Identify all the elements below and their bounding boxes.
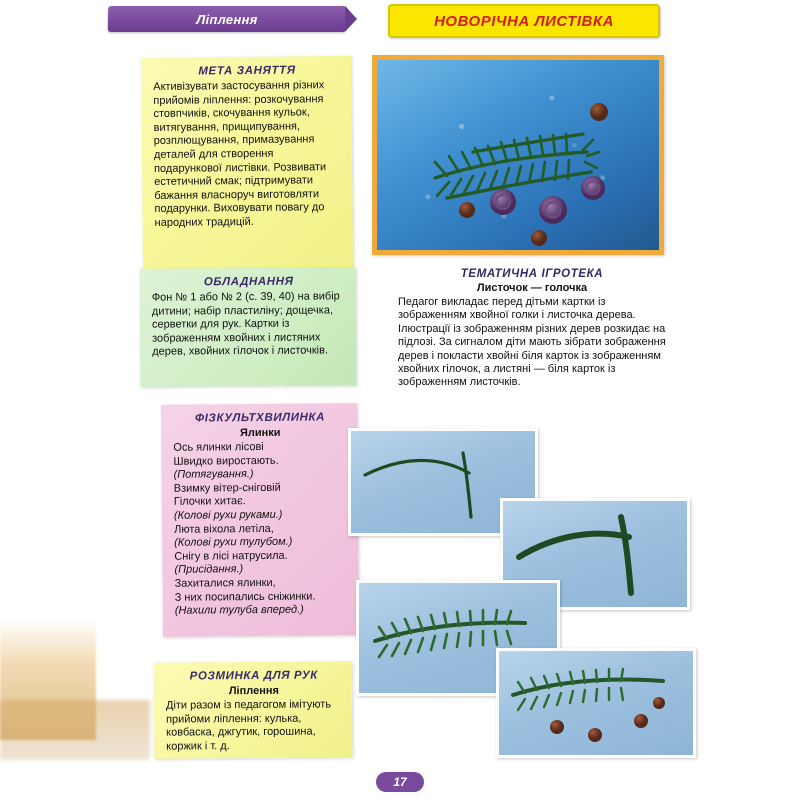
- page-number-label: 17: [393, 775, 407, 789]
- card-hand-warmup: [154, 661, 353, 758]
- berry-icon: [588, 728, 602, 742]
- card-thematic-game-text: Педагог викладає перед дітьми картки із зображенням хвойної голки і листочка дерева. Ілюстрації із зображенням різних дерев розкидає на підлозі. За сигналом діти мають зібрати зображення дерев і покласти хвойні біля карток із зображенням хвойних гілочок, а листяні — біля карток із зображенням листочків.: [398, 296, 666, 389]
- berry-icon: [634, 714, 648, 728]
- poem-line: Взимку вітер-сніговій: [173, 481, 281, 495]
- section-banner-left-label: Ліплення: [196, 11, 258, 27]
- card-equipment-title: ОБЛАДНАННЯ: [203, 275, 294, 289]
- page-number: [376, 772, 424, 792]
- main-photo-fir-branch-postcard: [372, 55, 664, 255]
- berry-icon: [550, 720, 564, 734]
- step-photo-4-background: [499, 651, 693, 755]
- card-lesson-goal-title: МЕТА ЗАНЯТТЯ: [198, 64, 296, 78]
- card-hand-warmup-text: Діти разом із педагогом імітують прийоми ліплення: кулька, ковбаска, джгутик, горошина, коржик і т. д.: [165, 698, 332, 753]
- lesson-title-label: НОВОРІЧНА ЛИСТІВКА: [434, 12, 614, 30]
- card-thematic-game-title: ТЕМАТИЧНА ІГРОТЕКА: [460, 268, 604, 280]
- fir-branch-illustration: [377, 60, 659, 250]
- card-physical-break: [161, 403, 359, 637]
- poem-line: Захиталися ялинки,: [174, 576, 276, 590]
- poem-line: Снігу в лісі натрусила.: [174, 549, 288, 563]
- poem-line: (Потягування.): [173, 468, 254, 481]
- lesson-title-banner: [388, 4, 660, 38]
- poem-line: Ось ялинки лісові: [173, 440, 264, 454]
- card-thematic-game: [398, 268, 666, 420]
- section-banner-left: [108, 6, 346, 32]
- poem-line: Люта віхола летіла,: [174, 522, 274, 536]
- card-hand-warmup-title: РОЗМИНКА ДЛЯ РУК: [189, 669, 318, 683]
- page-left-margin: [0, 0, 96, 800]
- card-lesson-goal-text: Активізувати застосування різних прийомів ліплення: розкочування стовпчиків, скочування кульок, витягування, прищипування, розплющування, примазування деталей для створення подарункової листівки. Розвивати естетичний смак; підтримувати бажання власноруч виготовляти подарунки. Виховувати повагу до народних традицій.: [153, 79, 327, 229]
- card-physical-break-title: ФІЗКУЛЬТХВИЛИНКА: [195, 411, 326, 425]
- poem-line: Гілочки хитає.: [173, 495, 246, 509]
- poem-line: Швидко виростають.: [173, 454, 279, 468]
- step-photo-4: [496, 648, 696, 758]
- card-lesson-goal: [141, 56, 353, 270]
- card-equipment: [140, 267, 357, 387]
- decorative-gradient-2: [0, 700, 150, 760]
- poem-line: (Нахили тулуба вперед.): [174, 603, 304, 617]
- card-equipment-text: Фон № 1 або № 2 (с. 39, 40) на вибір дитини; набір пластиліну; дощечка, серветки для рук. Картки із зображенням хвойних і листяних дерев, хвойних гілочок і листочків.: [151, 290, 340, 359]
- poem-line: (Колові рухи руками.): [173, 508, 283, 522]
- poem-line: (Колові рухи тулубом.): [174, 535, 293, 549]
- main-photo-background: [377, 60, 659, 250]
- card-hand-warmup-subtitle: Ліплення: [228, 684, 279, 698]
- card-thematic-game-subtitle: Листочок — голочка: [476, 282, 588, 294]
- card-physical-break-subtitle: Ялинки: [239, 426, 281, 440]
- poem-line: З них посипались сніжинки.: [174, 590, 316, 604]
- berry-icon: [653, 697, 665, 709]
- finished-branch-with-berries-illustration: [499, 651, 693, 755]
- poem-line: (Присідання.): [174, 563, 244, 577]
